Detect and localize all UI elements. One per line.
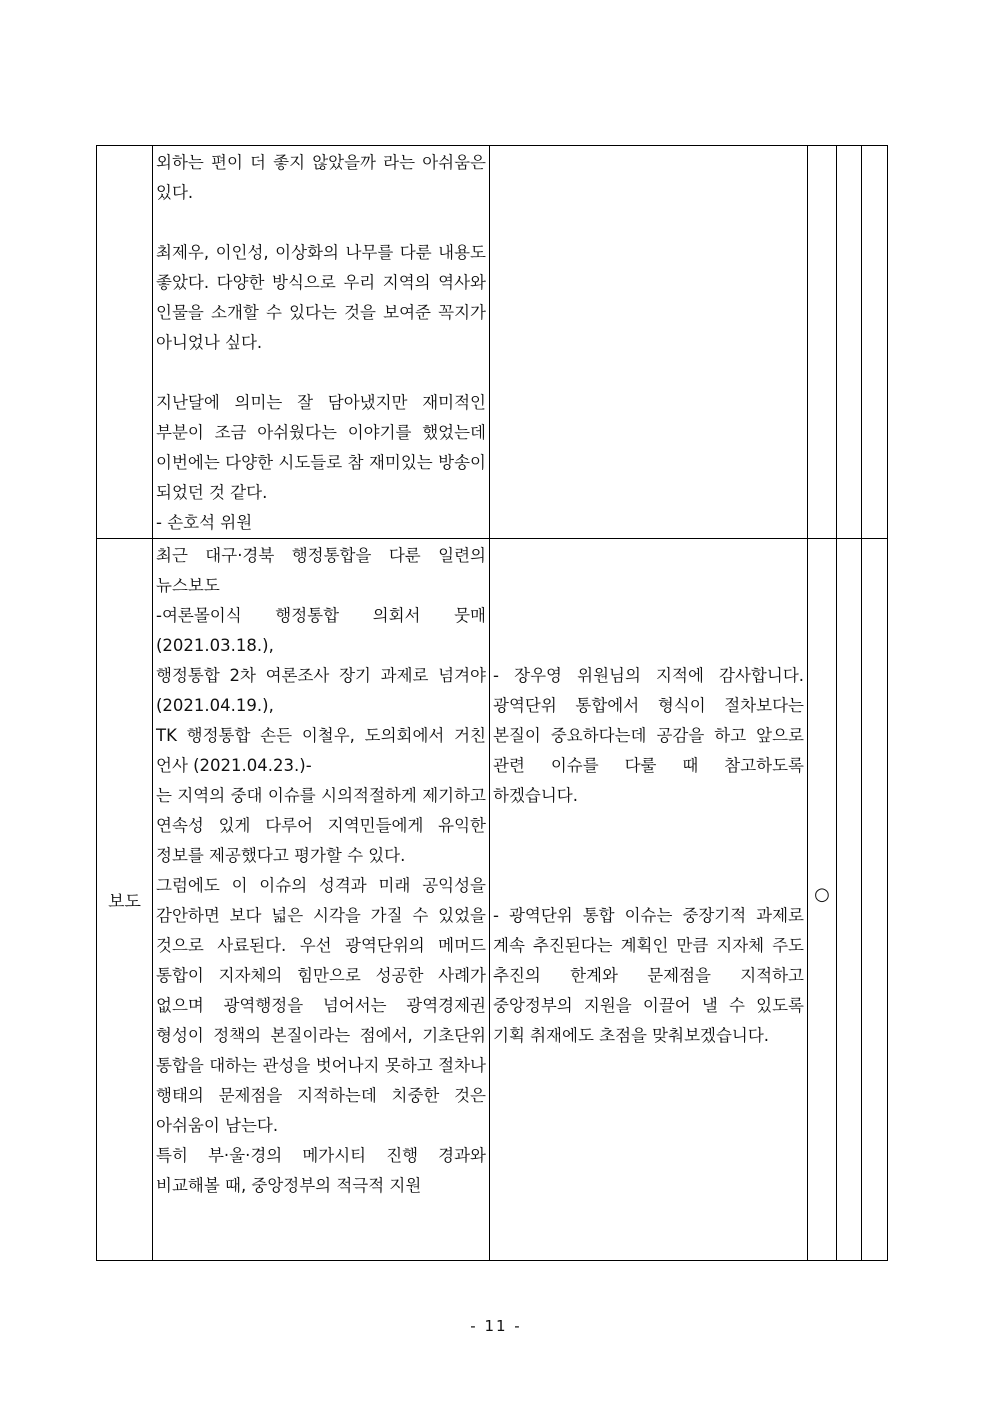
paragraph: 그럼에도 이 이슈의 성격과 미래 공익성을 감안하면 보다 넓은 시각을 가질 수 있었을 것으로 사료된다. 우선 광역단위의 메머드 통합이 지자체의 힘만으로 성공한 사례가 없으며 광역행정을 넘어서는 광역경제권 형성이 정책의 본질이라는 점에서, 기초단위 통합을 대하는 관성을 벗어나지 못하고 절차나 행태의 문제점을 지적하는데 치중한 것은 아쉬움이 남는다. — [156, 876, 486, 1135]
paragraph: - 광역단위 통합 이슈는 중장기적 과제로 계속 추진된다는 계획인 만큼 지자체 주도 추진의 한계와 문제점을 지적하고 중앙정부의 지원을 이끌어 낼 수 있도록 기획 취재에도 초점을 맞춰보겠습니다. — [493, 906, 804, 1045]
check-cell-2 — [837, 539, 862, 1261]
category-cell — [97, 539, 153, 1261]
opinion-cell — [153, 146, 490, 539]
paragraph: -여론몰이식 행정통합 의회서 뭇매 (2021.03.18.), — [156, 606, 486, 655]
paragraph-gap — [493, 601, 804, 631]
paragraph: 행정통합 2차 여론조사 장기 과제로 넘겨야 (2021.04.19.), — [156, 666, 486, 715]
check-cell-3 — [862, 146, 888, 539]
opinion-cell — [153, 539, 490, 1261]
paragraph: - 손호석 위원 — [156, 513, 253, 532]
paragraph: 외하는 편이 더 좋지 않았을까 라는 아쉬움은 있다. — [156, 153, 486, 202]
paragraph: 최근 대구·경북 행정통합을 다룬 일련의 뉴스보도 — [156, 546, 486, 595]
paragraph: TK 행정통합 손든 이철우, 도의회에서 거친 언사 (2021.04.23.)- — [156, 726, 486, 775]
paragraph-gap — [493, 811, 804, 841]
paragraph-gap — [156, 358, 486, 388]
category-label: 보도 — [108, 892, 141, 912]
paragraph: 지난달에 의미는 잘 담아냈지만 재미적인 부분이 조금 아쉬웠다는 이야기를 했었는데 이번에는 다양한 시도들로 참 재미있는 방송이 되었던 것 같다. — [156, 393, 486, 502]
page-number: - 11 - — [470, 1317, 522, 1335]
table-row — [97, 539, 888, 1261]
paragraph-gap — [493, 571, 804, 601]
check-cell-1 — [808, 539, 837, 1261]
paragraph-gap — [493, 631, 804, 661]
answer-cell — [490, 539, 808, 1261]
check-cell-2 — [837, 146, 862, 539]
review-table — [96, 145, 888, 1261]
paragraph-gap — [493, 841, 804, 871]
paragraph-gap — [493, 871, 804, 901]
category-cell — [97, 146, 153, 539]
check-cell-3 — [862, 539, 888, 1261]
table-row — [97, 146, 888, 539]
paragraph-gap — [493, 541, 804, 571]
paragraph: 는 지역의 중대 이슈를 시의적절하게 제기하고 연속성 있게 다루어 지역민들에게 유익한 정보를 제공했다고 평가할 수 있다. — [156, 786, 486, 865]
paragraph: - 장우영 위원님의 지적에 감사합니다. 광역단위 통합에서 형식이 절차보다는 본질이 중요하다는데 공감을 하고 앞으로 관련 이슈를 다룰 때 참고하도록 하겠습니다. — [493, 666, 804, 805]
check-mark: ○ — [814, 884, 830, 905]
paragraph: 최제우, 이인성, 이상화의 나무를 다룬 내용도 좋았다. 다양한 방식으로 우리 지역의 역사와 인물을 소개할 수 있다는 것을 보여준 꼭지가 아니었나 싶다. — [156, 243, 486, 352]
paragraph-gap — [156, 208, 486, 238]
paragraph: 특히 부·울·경의 메가시티 진행 경과와 비교해볼 때, 중앙정부의 적극적 지원 — [156, 1146, 486, 1195]
answer-cell — [490, 146, 808, 539]
check-cell-1 — [808, 146, 837, 539]
